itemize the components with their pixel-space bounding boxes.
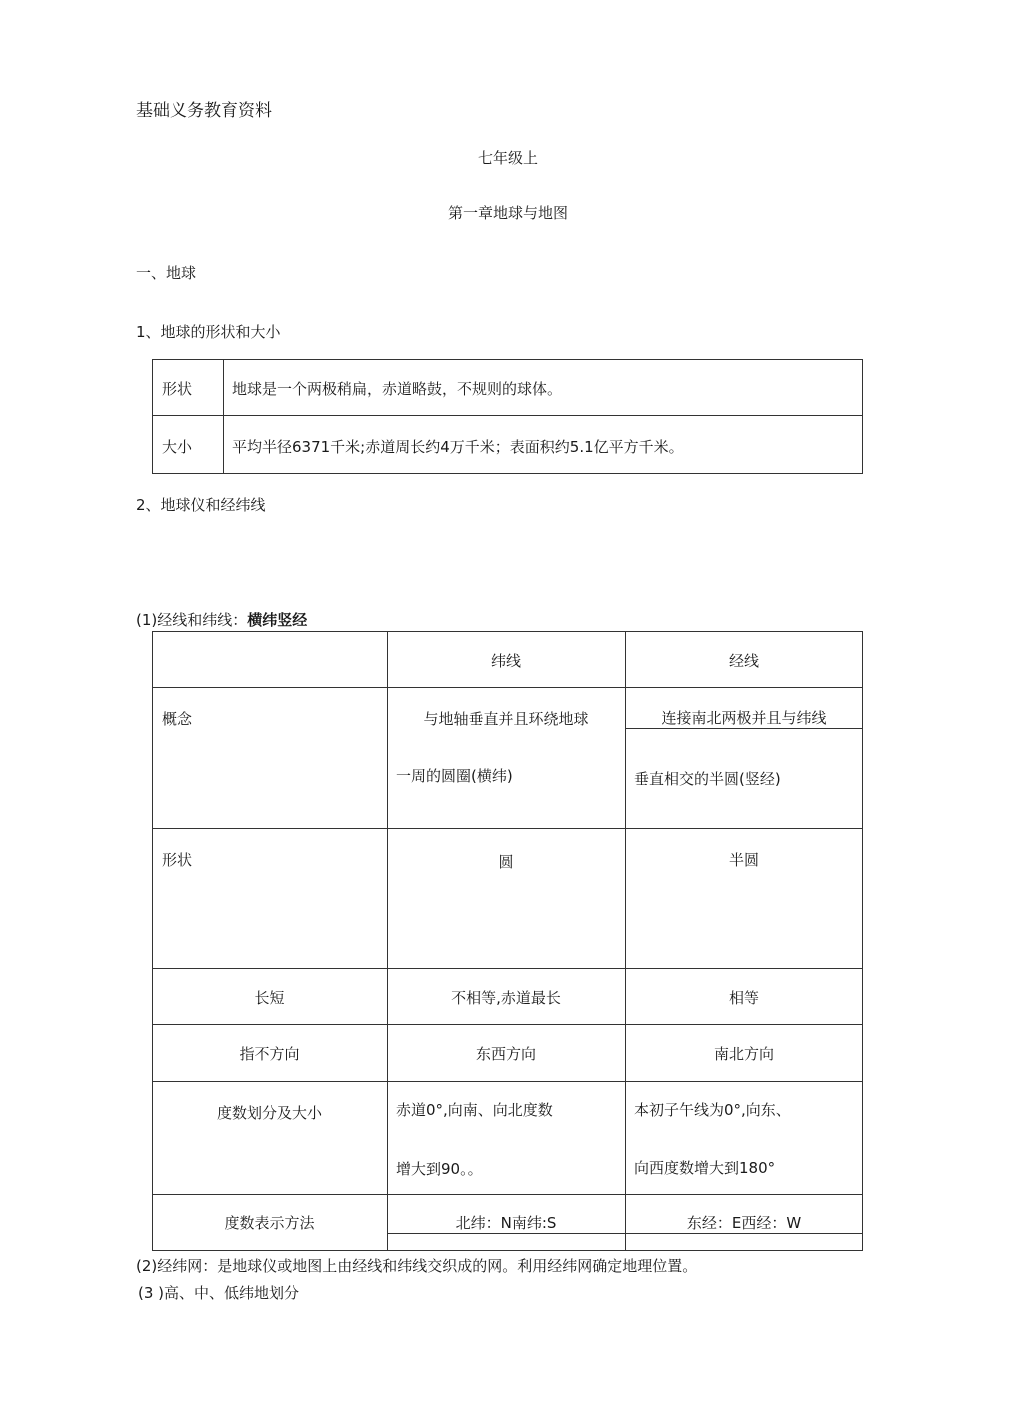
lat-lon-heading — [136, 609, 307, 630]
row-label-notation: 度数表示方法 — [224, 1214, 315, 1232]
degree-lat-line2: 增大到90。。 — [396, 1160, 483, 1178]
row-label-direction: 指不方向 — [239, 1045, 300, 1063]
shape-lat: 圆 — [498, 853, 514, 871]
row-label-shape: 形状 — [162, 851, 193, 869]
subsection-heading-1: 1、地球的形状和大小 — [136, 323, 281, 341]
concept-lon-line2: 垂直相交的半圆(竖经) — [634, 770, 781, 788]
notation-lon: 东经：E西经：W — [686, 1214, 802, 1232]
subsection-heading-2: 2、地球仪和经纬线 — [136, 496, 266, 514]
degree-lat-line1: 赤道0°,向南、向北度数 — [396, 1101, 553, 1119]
row-label-length: 长短 — [254, 989, 285, 1007]
notation-lat: 北纬：N南纬:S — [455, 1214, 557, 1232]
direction-lat: 东西方向 — [475, 1045, 536, 1063]
chapter-title: 第一章地球与地图 — [447, 204, 568, 222]
degree-lon-line1: 本初子午线为0°,向东、 — [634, 1101, 791, 1119]
degree-lon-line2: 向西度数增大到180° — [634, 1159, 776, 1177]
table-row-value: 平均半径6371千米;赤道周长约4万千米；表面积约5.1亿平方千米。 — [232, 438, 684, 456]
row-label-concept: 概念 — [162, 710, 193, 728]
concept-lat-line1: 与地轴垂直并且环绕地球 — [423, 710, 589, 728]
lat-lon-heading-prefix: (1)经线和纬线： — [136, 611, 248, 629]
header-latitude: 纬线 — [490, 652, 521, 670]
header-longitude: 经线 — [728, 652, 759, 670]
row-label-degree: 度数划分及大小 — [216, 1104, 322, 1122]
length-lat: 不相等,赤道最长 — [451, 989, 561, 1007]
grade-title: 七年级上 — [477, 149, 538, 167]
direction-lon: 南北方向 — [713, 1045, 774, 1063]
lat-lon-mnemonic: 横纬竖经 — [247, 611, 308, 629]
shape-lon: 半圆 — [728, 851, 759, 869]
concept-lat-line2: 一周的圆圈(横纬) — [396, 767, 513, 785]
concept-lon-line1: 连接南北两极并且与纬线 — [661, 709, 827, 727]
doc-header: 基础义务教育资料 — [136, 101, 272, 121]
length-lon: 相等 — [728, 989, 759, 1007]
table-row-value: 地球是一个两极稍扁，赤道略鼓，不规则的球体。 — [232, 380, 563, 398]
table-row-label: 大小 — [162, 438, 193, 456]
table-row-label: 形状 — [162, 380, 193, 398]
latitude-zones-heading: (3 )高、中、低纬地划分 — [138, 1284, 300, 1302]
section-heading: 一、地球 — [136, 264, 197, 282]
graticule-paragraph: (2)经纬网：是地球仪或地图上由经线和纬线交织成的网。利用经纬网确定地理位置。 — [136, 1257, 698, 1275]
